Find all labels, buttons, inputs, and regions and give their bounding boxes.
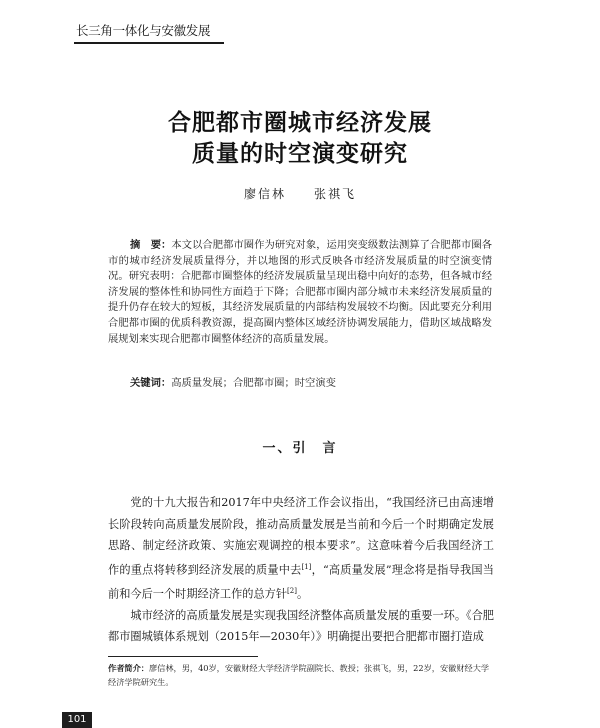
abstract-label: 摘 要： — [130, 239, 172, 251]
paragraph-text: 。 — [296, 587, 309, 601]
keywords-text: 高质量发展；合肥都市圈；时空演变 — [171, 377, 336, 389]
footnote-divider — [108, 656, 258, 657]
footnote-text: 廖信林，男，40岁，安徽财经大学经济学院副院长、教授；张祺飞，男，22岁，安徽财经大学经济学院研究生。 — [108, 663, 490, 687]
footnote — [108, 661, 494, 689]
abstract-text: 本文以合肥都市圈作为研究对象，运用突变级数法测算了合肥都市圈各市的城市经济发展质量得分，并以地图的形式反映各市经济发展质量的时空演变情况。研究表明：合肥都市圈整体的经济发展质量呈现出稳中向好的态势，但各城市经济发展的整体性和协同性方面趋于下降；合肥都市圈内部分城市未来经济发展质量的提升仍存在较大的短板，其经济发展质量的内部结构发展较不均衡。因此要充分利用合肥都市圈的优质科教资源，提高圈内整体区域经济协调发展能力，借助区域战略发展规划来实现合肥都市圈整体经济的高质量发展。 — [108, 239, 493, 345]
paragraph — [108, 492, 494, 605]
paragraph-text: ，“高质量发展”理念将是指导我国当前和今后一个时期经济工作的总方针 — [108, 563, 494, 601]
keywords — [130, 376, 490, 391]
author-line — [0, 185, 600, 202]
article-title-line-1: 合肥都市圈城市经济发展 — [168, 110, 432, 136]
section-heading: 一、引 言 — [262, 441, 338, 456]
citation-ref: [2] — [287, 586, 297, 595]
running-title: 长三角一体化与安徽发展 — [76, 23, 211, 38]
paragraph: 城市经济的高质量发展是实现我国经济整体高质量发展的重要一环。《合肥都市圈城镇体系规划（2015年—2030年）》明确提出要把合肥都市圈打造成 — [108, 608, 494, 644]
page-number: 101 — [62, 712, 92, 728]
footnote-label: 作者简介： — [108, 663, 149, 673]
author-name: 张祺飞 — [314, 187, 357, 201]
body-text — [108, 492, 494, 648]
paragraph-text: 党的十九大报告和2017年中央经济工作会议指出，“我国经济已由高速增长阶段转向高质量发展阶段，推动高质量发展是当前和今后一个时期确定发展思路、制定经济政策、实施宏观调控的根本要求”。这意味着今后我国经济工作的重点将转移到经济发展的质量中去 — [108, 496, 494, 577]
keywords-label: 关键词： — [130, 377, 172, 389]
author-name: 廖信林 — [243, 187, 286, 201]
abstract — [108, 238, 492, 347]
running-header — [74, 20, 224, 44]
citation-ref: [1] — [301, 562, 312, 571]
article-title-line-2: 质量的时空演变研究 — [192, 141, 408, 167]
